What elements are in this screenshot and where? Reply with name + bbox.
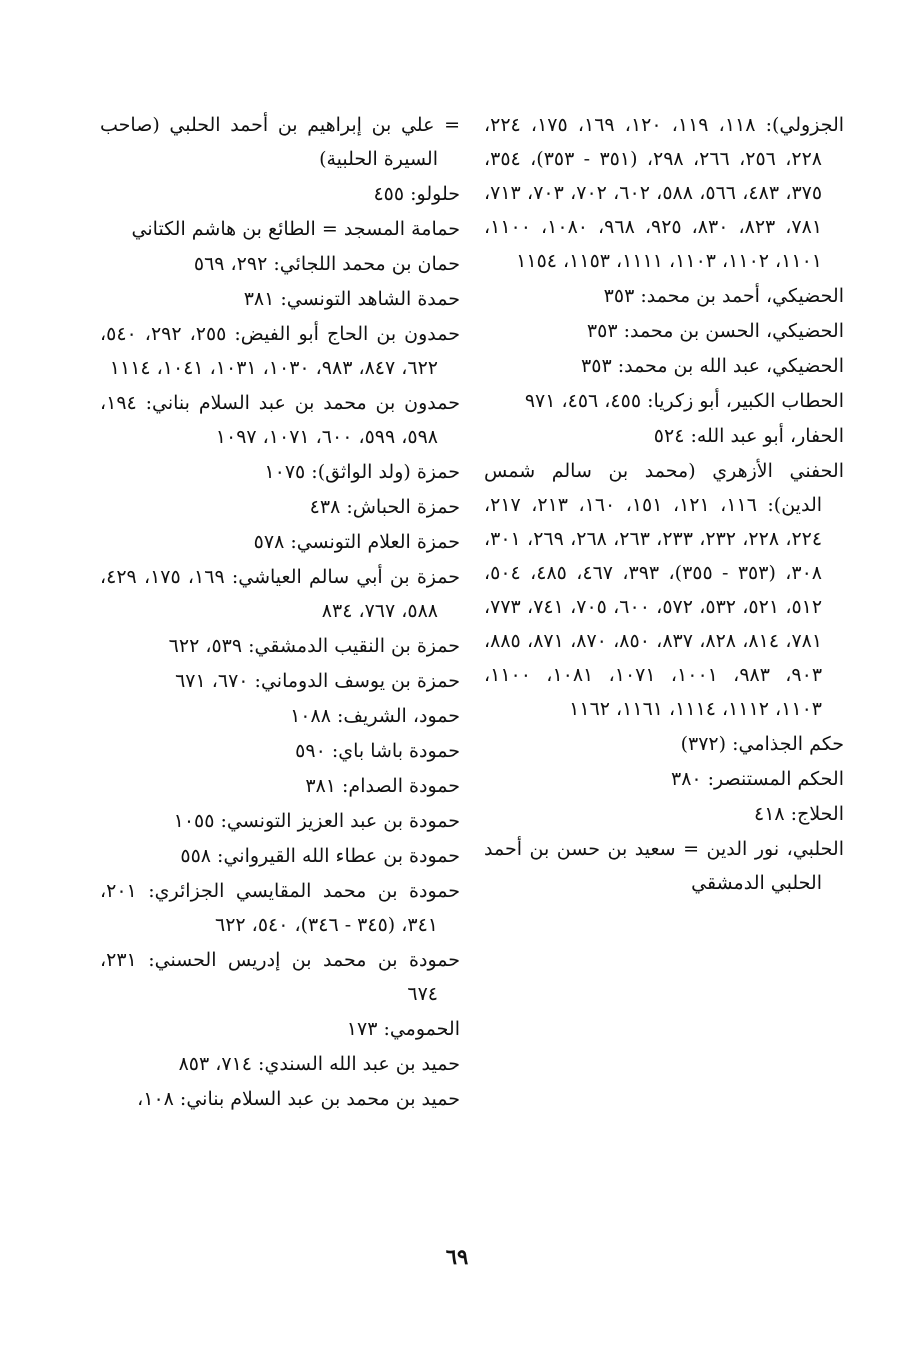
index-entry: حمودة بن محمد بن إدريس الحسني: ٢٣١، ٦٧٤ [100, 949, 460, 1005]
index-entry: حمدون بن محمد بن عبد السلام بناني: ١٩٤، ٥٩٨، ٥٩٩، ٦٠٠، ١٠٧١، ١٠٩٧ [100, 392, 460, 448]
index-entry: حمزة الحباش: ٤٣٨ [309, 496, 460, 518]
index-entry: الحكم المستنصر: ٣٨٠ [670, 768, 844, 790]
index-entry: حلولو: ٤٥٥ [373, 183, 460, 205]
index-entry: حمودة الصدام: ٣٨١ [305, 775, 460, 797]
page-number: ٦٩ [445, 1244, 469, 1269]
index-entry: الحضيكي، أحمد بن محمد: ٣٥٣ [603, 285, 844, 307]
index-entry: الحضيكي، عبد الله بن محمد: ٣٥٣ [581, 355, 844, 377]
index-entry: الحمومي: ١٧٣ [346, 1018, 460, 1040]
index-entry: حميد بن محمد بن عبد السلام بناني: ١٠٨، [137, 1088, 460, 1110]
index-entry: حمودة بن عبد العزيز التونسي: ١٠٥٥ [173, 810, 460, 832]
index-entry: حكم الجذامي: (٣٧٢) [680, 733, 844, 755]
index-entry: حمزة بن يوسف الدوماني: ٦٧٠، ٦٧١ [175, 670, 460, 692]
index-entry: = علي بن إبراهيم بن أحمد الحلبي (صاحب السيرة الحلبية) [100, 114, 460, 170]
index-entry: الحفني الأزهري (محمد بن سالم شمس الدين): ١١٦، ١٢١، ١٥١، ١٦٠، ٢١٣، ٢١٧، ٢٢٤، ٢٢٨، ٢٣٢، ٢٣٣، ٢٦٣، ٢٦٨، ٢٦٩، ٣٠١، ٣٠٨، (٣٥٣ - ٣٥٥)، ٣٩٣، ٤٦٧، ٤٨٥، ٥٠٤، ٥١٢، ٥٢١، ٥٣٢، ٥٧٢، ٦٠٠، ٧٠٥، ٧٤١، ٧٧٣، ٧٨١، ٨١٤، ٨٢٨، ٨٣٧، ٨٥٠، ٨٧٠، ٨٧١، ٨٨٥، ٩٠٣، ٩٨٣، ١٠٠١، ١٠٧١، ١٠٨١، ١١٠٠، ١١٠٣، ١١١٢، ١١١٤، ١١٦١، ١١٦٢ [484, 460, 844, 720]
index-entry: حمود، الشريف: ١٠٨٨ [290, 705, 460, 727]
index-entry: حمزة (ولد الواثق): ١٠٧٥ [264, 461, 460, 483]
index-entry: الحفار، أبو عبد الله: ٥٢٤ [653, 425, 844, 447]
index-entry: حمدون بن الحاج أبو الفيض: ٢٥٥، ٢٩٢، ٥٤٠، ٦٢٢، ٨٤٧، ٩٨٣، ١٠٣٠، ١٠٣١، ١٠٤١، ١١١٤ [100, 323, 460, 379]
index-entry: حمدة الشاهد التونسي: ٣٨١ [243, 288, 460, 310]
index-entry: حمزة بن النقيب الدمشقي: ٥٣٩، ٦٢٢ [168, 635, 460, 657]
index-entry: حمودة باشا باي: ٥٩٠ [295, 740, 460, 762]
index-entry: حمزة العلام التونسي: ٥٧٨ [253, 531, 460, 553]
index-entry: حمزة بن أبي سالم العياشي: ١٦٩، ١٧٥، ٤٢٩، ٥٨٨، ٧٦٧، ٨٣٤ [100, 566, 461, 622]
index-entry: حمامة المسجد = الطائع بن هاشم الكتاني [131, 218, 460, 240]
index-entry: حميد بن عبد الله السندي: ٧١٤، ٨٥٣ [178, 1053, 460, 1075]
index-entry: حمودة بن عطاء الله القيرواني: ٥٥٨ [180, 845, 460, 867]
index-column-left [100, 108, 460, 1117]
index-entry: الجزولي): ١١٨، ١١٩، ١٢٠، ١٦٩، ١٧٥، ٢٢٤، ٢٢٨، ٢٥٦، ٢٦٦، ٢٩٨، (٣٥١ - ٣٥٣)، ٣٥٤، ٣٧٥، ٤٨٣، ٥٦٦، ٥٨٨، ٦٠٢، ٧٠٢، ٧٠٣، ٧١٣، ٧٨١، ٨٢٣، ٨٣٠، ٩٢٥، ٩٦٨، ١٠٨٠، ١١٠٠، ١١٠١، ١١٠٢، ١١٠٣، ١١١١، ١١٥٣، ١١٥٤ [484, 114, 845, 272]
index-entry: الحلاج: ٤١٨ [754, 803, 844, 825]
index-entry: حمودة بن محمد المقايسي الجزائري: ٢٠١، ٣٤١، (٣٤٥ - ٣٤٦)، ٥٤٠، ٦٢٢ [100, 880, 460, 936]
index-entry: الحلبي، نور الدين = سعيد بن حسن بن أحمد الحلبي الدمشقي [484, 838, 844, 894]
index-entry: حمان بن محمد اللجائي: ٢٩٢، ٥٦٩ [193, 253, 460, 275]
index-column-right [484, 108, 844, 901]
index-entry: الحضيكي، الحسن بن محمد: ٣٥٣ [586, 320, 844, 342]
index-entry: الحطاب الكبير، أبو زكريا: ٤٥٥، ٤٥٦، ٩٧١ [524, 390, 844, 412]
